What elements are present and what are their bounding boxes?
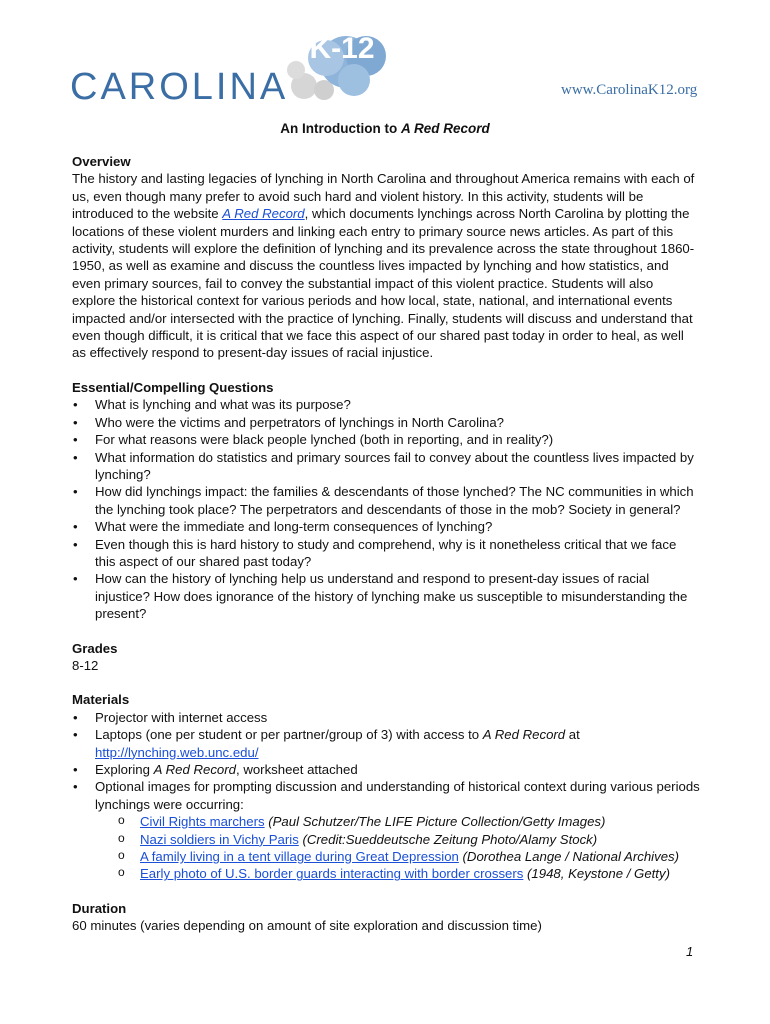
image-item (95, 831, 700, 848)
duration-heading: Duration (72, 900, 127, 916)
grades-value: 8-12 (72, 657, 99, 673)
list-item: • Projector with internet access (72, 709, 700, 726)
image-item (95, 813, 700, 830)
materials-text: at (565, 727, 580, 743)
image-link-vichy-paris[interactable]: Nazi soldiers in Vichy Paris (140, 831, 299, 847)
list-item (72, 761, 700, 778)
list-item: • What were the immediate and long-term consequences of lynching? (72, 518, 700, 535)
materials-text: Laptops (one per student or per partner/group of 3) with access to (95, 727, 483, 743)
list-item: • What information do statistics and primary sources fail to convey about the countless lives impacted by lynching? (72, 449, 700, 484)
duration-value: 60 minutes (varies depending on amount of site exploration and discussion time) (72, 918, 542, 934)
overview-heading: Overview (72, 154, 131, 169)
materials-text: , worksheet attached (236, 762, 358, 777)
list-item (72, 778, 700, 882)
overview-text-1: The history and lasting legacies of lynching in North Carolina and throughout America remains with each of us, even though many prefer to avoid such hard and violent history. In this activity, students will be introduced to the website (72, 171, 695, 222)
list-item (72, 726, 700, 761)
title-prefix: An Introduction to (280, 121, 401, 136)
materials-italic: A Red Record (482, 727, 566, 743)
materials-text: Exploring (95, 762, 154, 777)
images-sublist (95, 813, 700, 883)
grades-heading: Grades (72, 640, 118, 656)
lynching-site-link[interactable]: http://lynching.web.unc.edu/ (95, 744, 259, 760)
list-item: • How did lynchings impact: the families & descendants of those lynched? The NC communities in which the lynching took place? The perpetrators and descendants of those in the mob? Society in general? (72, 483, 700, 518)
list-item: • Even though this is hard history to study and comprehend, why is it nonetheless critical that we face this aspect of our shared past today? (72, 536, 700, 571)
red-record-link[interactable]: A Red Record (222, 206, 305, 222)
list-item: • How can the history of lynching help us understand and respond to present-day issues of racial injustice? How does ignorance of the history of lynching make us susceptible to misunderstanding the present? (72, 570, 700, 622)
page-number: 1 (686, 944, 694, 959)
materials-text: Optional images for prompting discussion and understanding of historical context during various periods lynchings were occurring: (95, 779, 700, 812)
website-url[interactable]: www.CarolinaK12.org (561, 82, 698, 98)
image-link-border-guards[interactable]: Early photo of U.S. border guards interacting with border crossers (140, 866, 524, 882)
image-item (95, 865, 700, 882)
questions-list (72, 396, 700, 622)
logo-badge-text: K-12 (309, 32, 375, 65)
list-item: • What is lynching and what was its purpose? (72, 396, 700, 413)
image-credit: (Dorothea Lange / National Archives) (458, 849, 680, 865)
overview-paragraph (72, 170, 700, 361)
document-body (72, 153, 700, 935)
image-item (95, 848, 700, 865)
image-link-civil-rights[interactable]: Civil Rights marchers (140, 814, 265, 830)
document-title (0, 121, 770, 136)
list-item: • For what reasons were black people lynched (both in reporting, and in reality?) (72, 431, 700, 448)
title-italic: A Red Record (400, 121, 490, 136)
materials-heading: Materials (72, 692, 130, 708)
image-link-tent-village[interactable]: A family living in a tent village during Great Depression (140, 849, 459, 865)
logo-wordmark: CAROLINA (70, 66, 289, 108)
image-credit: (Paul Schutzer/The LIFE Picture Collection/Getty Images) (264, 814, 606, 830)
list-item: • Who were the victims and perpetrators of lynchings in North Carolina? (72, 414, 700, 431)
carolina-k12-logo (70, 22, 375, 108)
image-credit: (1948, Keystone / Getty) (523, 866, 670, 882)
image-credit: (Credit:Sueddeutsche Zeitung Photo/Alamy Stock) (298, 831, 598, 847)
materials-italic: A Red Record (153, 762, 236, 777)
materials-list (72, 709, 700, 883)
questions-heading: Essential/Compelling Questions (72, 379, 274, 395)
overview-text-2: , which documents lynchings across North Carolina by plotting the locations of these violent murders and linking each entry to primary source news articles. As part of this activity, students will explore the definition of lynching and its prevalence across the state throughout 1860-1950, as well as examine and discuss the countless lives impacted by lynching and how statistics, and even primary sources, fail to convey the substantial impact of this violent practice. Students will also explore the historical context for various periods and how local, state, national, and international events impacted and/or intersected with the practice of lynching. Finally, students will discuss and understand that even though difficult, it is critical that we face this aspect of our shared past today in order to heal, as well as effectively respond to present-day issues of racial injustice. (72, 206, 695, 361)
